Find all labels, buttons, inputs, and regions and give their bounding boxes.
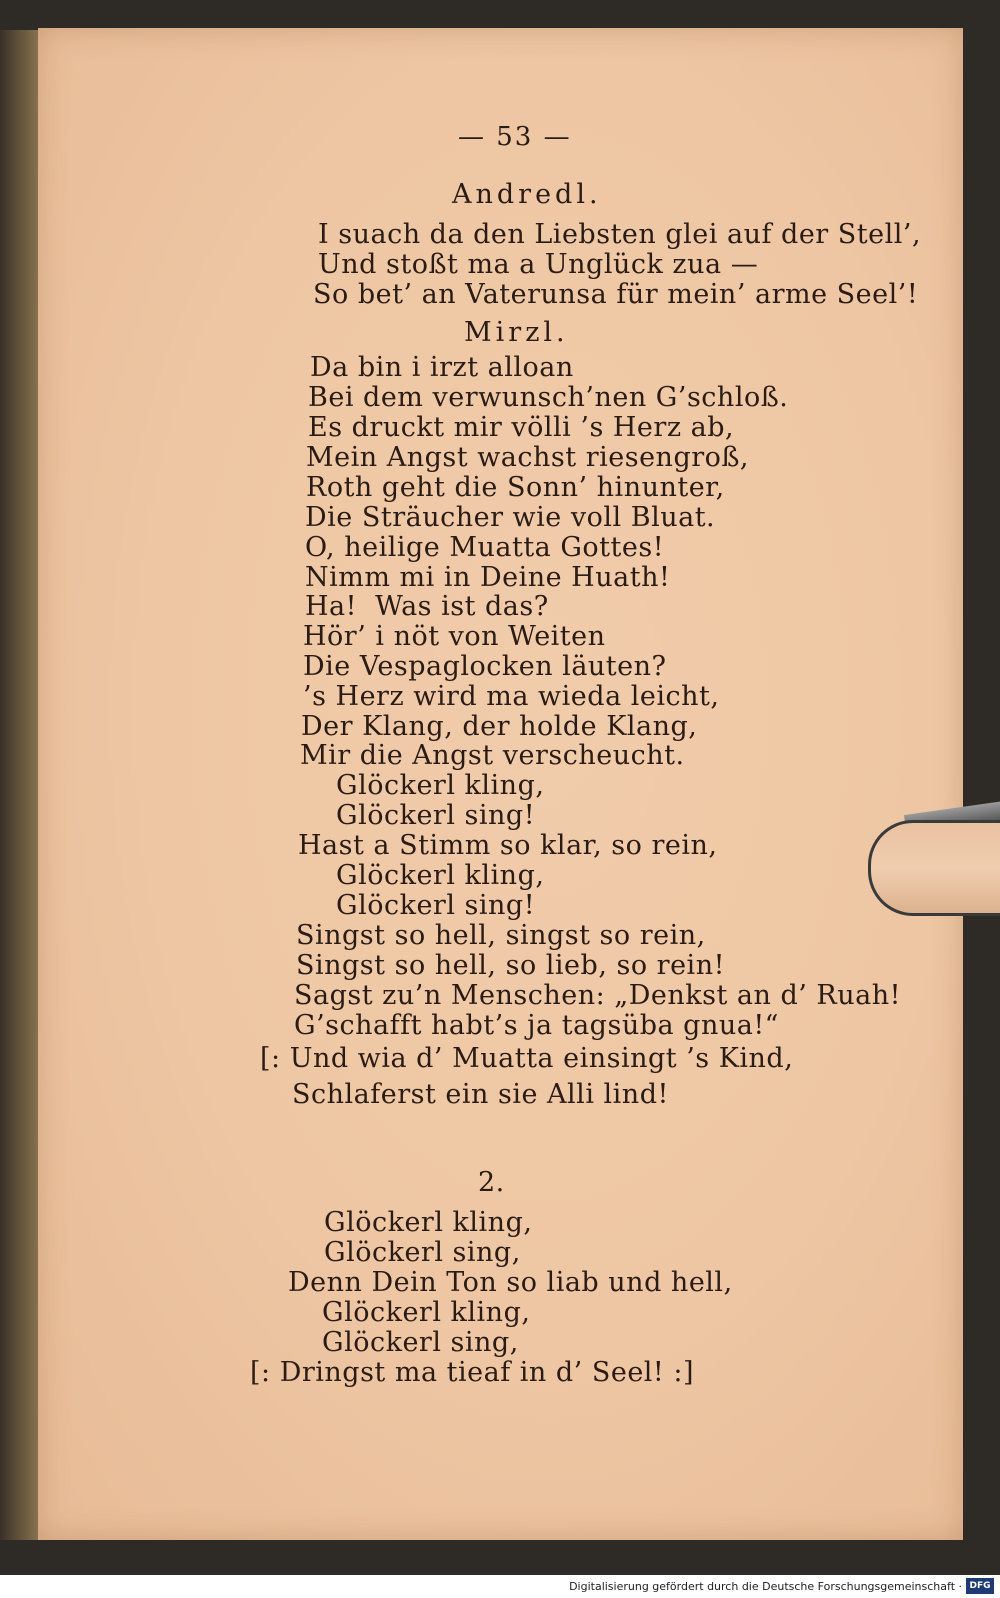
verse-line: Glöckerl kling, (324, 1207, 533, 1238)
verse-line: Mir die Angst verscheucht. (300, 740, 685, 771)
verse-line: Glöckerl kling, (336, 860, 545, 891)
footer-credit: Digitalisierung gefördert durch die Deutsche Forschungsgemeinschaft · (569, 1580, 962, 1593)
verse-line: G’schafft habt’s ja tagsüba gnua!“ (294, 1010, 779, 1041)
footer-bar (0, 1575, 1000, 1598)
verse-line: Roth geht die Sonn’ hinunter, (306, 472, 725, 503)
verse-line: ’s Herz wird ma wieda leicht, (303, 681, 720, 712)
verse-line: Die Vespaglocken läuten? (303, 651, 667, 682)
verse-line: Singst so hell, singst so rein, (296, 920, 706, 951)
verse-line: [: Dringst ma tieaf in d’ Seel! :] (250, 1357, 694, 1388)
verse-line: Nimm mi in Deine Huath! (305, 562, 671, 593)
verse-line: Bei dem verwunsch’nen G’schloß. (308, 382, 789, 413)
verse-line: I suach da den Liebsten glei auf der Stell’, (318, 219, 922, 250)
verse-line: Hör’ i nöt von Weiten (303, 621, 606, 652)
verse-line: [: Und wia d’ Muatta einsingt ’s Kind, (260, 1043, 794, 1074)
verse-line: Sagst zu’n Menschen: „Denkst an d’ Ruah! (294, 980, 901, 1011)
verse-line: Glöckerl sing, (322, 1327, 519, 1358)
verse-line: Glöckerl sing! (336, 890, 536, 921)
speaker-mirzl: Mirzl. (464, 317, 569, 348)
verse-line: Hast a Stimm so klar, so rein, (298, 830, 718, 861)
verse-line: Ha! Was ist das? (305, 591, 549, 622)
verse-line: Mein Angst wachst riesengroß, (306, 442, 750, 473)
verse-line: Da bin i irzt alloan (310, 352, 574, 383)
verse-line: Die Sträucher wie voll Bluat. (305, 502, 716, 533)
verse-line: O, heilige Muatta Gottes! (305, 532, 665, 563)
stanza-number: 2. (478, 1167, 505, 1198)
verse-line: Denn Dein Ton so liab und hell, (288, 1267, 733, 1298)
verse-line: So bet’ an Vaterunsa für mein’ arme Seel’! (313, 279, 919, 310)
verse-line: Und stoßt ma a Unglück zua — (318, 249, 759, 280)
verse-line: Es druckt mir völli ’s Herz ab, (308, 412, 735, 443)
verse-line: Singst so hell, so lieb, so rein! (296, 950, 725, 981)
page-number: — 53 — (458, 122, 572, 152)
verse-line: Der Klang, der holde Klang, (301, 711, 698, 742)
speaker-andredl: Andredl. (452, 179, 602, 210)
verse-line: Schlaferst ein sie Alli lind! (292, 1079, 669, 1110)
verse-line: Glöckerl kling, (322, 1297, 531, 1328)
book-spine (0, 30, 40, 1540)
dfg-logo-icon: DFG (966, 1578, 994, 1594)
verse-line: Glöckerl sing, (324, 1237, 521, 1268)
verse-line: Glöckerl sing! (336, 800, 536, 831)
bookmark (868, 820, 1000, 916)
verse-line: Glöckerl kling, (336, 770, 545, 801)
